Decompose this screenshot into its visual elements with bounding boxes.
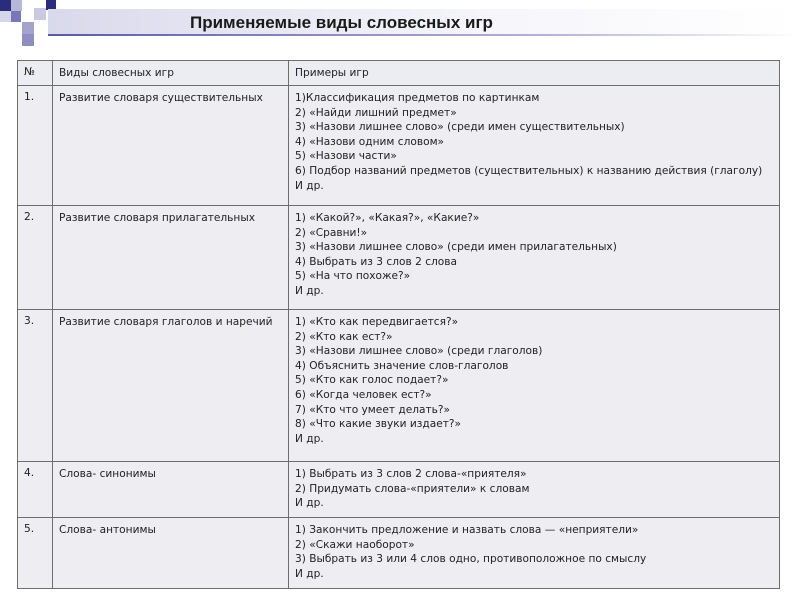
decor-square xyxy=(22,34,34,46)
example-line: 3) Выбрать из 3 или 4 слов одно, противоположное по смыслу xyxy=(295,553,647,566)
row-number: 4. xyxy=(24,467,35,479)
row-number-cell xyxy=(18,310,53,462)
header-examples-label: Примеры игр xyxy=(295,67,369,79)
example-line: 2) «Кто как ест?» xyxy=(295,330,393,343)
example-line: 4) Выбрать из 3 слов 2 слова xyxy=(295,255,458,268)
example-line: 5) «Назови части» xyxy=(295,150,397,163)
table-row xyxy=(18,462,780,518)
row-type-cell xyxy=(53,86,289,206)
example-line: И др. xyxy=(295,567,324,580)
example-line: 1) Закончить предложение и назвать слова — «неприятели» xyxy=(295,524,639,536)
row-type: Развитие словаря глаголов и наречий xyxy=(59,316,273,328)
games-table xyxy=(17,60,780,589)
row-type-cell xyxy=(53,206,289,310)
row-type: Слова- синонимы xyxy=(59,468,156,480)
row-type: Развитие словаря существительных xyxy=(59,92,263,104)
example-line: 1) «Кто как передвигается?» xyxy=(295,316,459,328)
example-line: 6) «Когда человек ест?» xyxy=(295,388,432,401)
row-number: 2. xyxy=(24,211,35,223)
example-line: 2) «Скажи наоборот» xyxy=(295,538,415,551)
row-type-cell xyxy=(53,462,289,518)
header-cell-examples xyxy=(289,61,780,86)
header-cell-type xyxy=(53,61,289,86)
example-line: И др. xyxy=(295,497,324,510)
header-type-label: Виды словесных игр xyxy=(59,67,174,79)
example-line: 3) «Назови лишнее слово» (среди глаголов) xyxy=(295,345,543,358)
row-type-cell xyxy=(53,518,289,589)
example-line: 6) Подбор названий предметов (существительных) к названию действия (глаголу) xyxy=(295,164,763,177)
example-line: 2) «Сравни!» xyxy=(295,226,368,239)
row-type: Слова- антонимы xyxy=(59,524,156,536)
example-line: И др. xyxy=(295,432,324,445)
header-cell-number xyxy=(18,61,53,86)
example-line: 5) «Кто как голос подает?» xyxy=(295,374,449,387)
example-line: 4) Объяснить значение слов-глаголов xyxy=(295,359,509,372)
row-examples-cell xyxy=(289,310,780,462)
example-line: 1) «Какой?», «Какая?», «Какие?» xyxy=(295,212,480,224)
table-row xyxy=(18,310,780,462)
row-examples-cell xyxy=(289,206,780,310)
row-number: 5. xyxy=(24,523,35,535)
decor-square xyxy=(34,8,46,20)
example-line: 3) «Назови лишнее слово» (среди имен существительных) xyxy=(295,121,625,134)
table-row xyxy=(18,206,780,310)
row-number-cell xyxy=(18,206,53,310)
example-line: 1) Выбрать из 3 слов 2 слова-«приятеля» xyxy=(295,468,527,480)
decor-square xyxy=(0,0,11,11)
example-line: И др. xyxy=(295,179,324,192)
header-number-label: № xyxy=(24,66,36,78)
table-row xyxy=(18,86,780,206)
example-line: 7) «Кто что умеет делать?» xyxy=(295,403,451,416)
example-line: 8) «Что какие звуки издает?» xyxy=(295,418,461,431)
example-line: 1)Классификация предметов по картинкам xyxy=(295,92,540,104)
page-title: Применяемые виды словесных игр xyxy=(190,13,493,32)
title-underline xyxy=(48,34,800,36)
table-header-row xyxy=(18,61,780,86)
example-line: И др. xyxy=(295,284,324,297)
decor-square xyxy=(11,0,22,11)
row-examples-cell xyxy=(289,86,780,206)
row-number-cell xyxy=(18,86,53,206)
row-number-cell xyxy=(18,462,53,518)
row-type: Развитие словаря прилагательных xyxy=(59,212,255,224)
row-number: 3. xyxy=(24,315,35,327)
example-line: 4) «Назови одним словом» xyxy=(295,135,445,148)
table-row xyxy=(18,518,780,589)
example-line: 2) «Найди лишний предмет» xyxy=(295,106,457,119)
decor-square xyxy=(22,22,34,34)
example-line: 2) Придумать слова-«приятели» к словам xyxy=(295,482,530,495)
example-line: 5) «На что похоже?» xyxy=(295,270,411,283)
row-number-cell xyxy=(18,518,53,589)
decor-square xyxy=(0,11,11,22)
decor-square xyxy=(11,11,21,22)
row-number: 1. xyxy=(24,91,35,103)
row-examples-cell xyxy=(289,518,780,589)
example-line: 3) «Назови лишнее слово» (среди имен прилагательных) xyxy=(295,241,617,254)
row-type-cell xyxy=(53,310,289,462)
row-examples-cell xyxy=(289,462,780,518)
